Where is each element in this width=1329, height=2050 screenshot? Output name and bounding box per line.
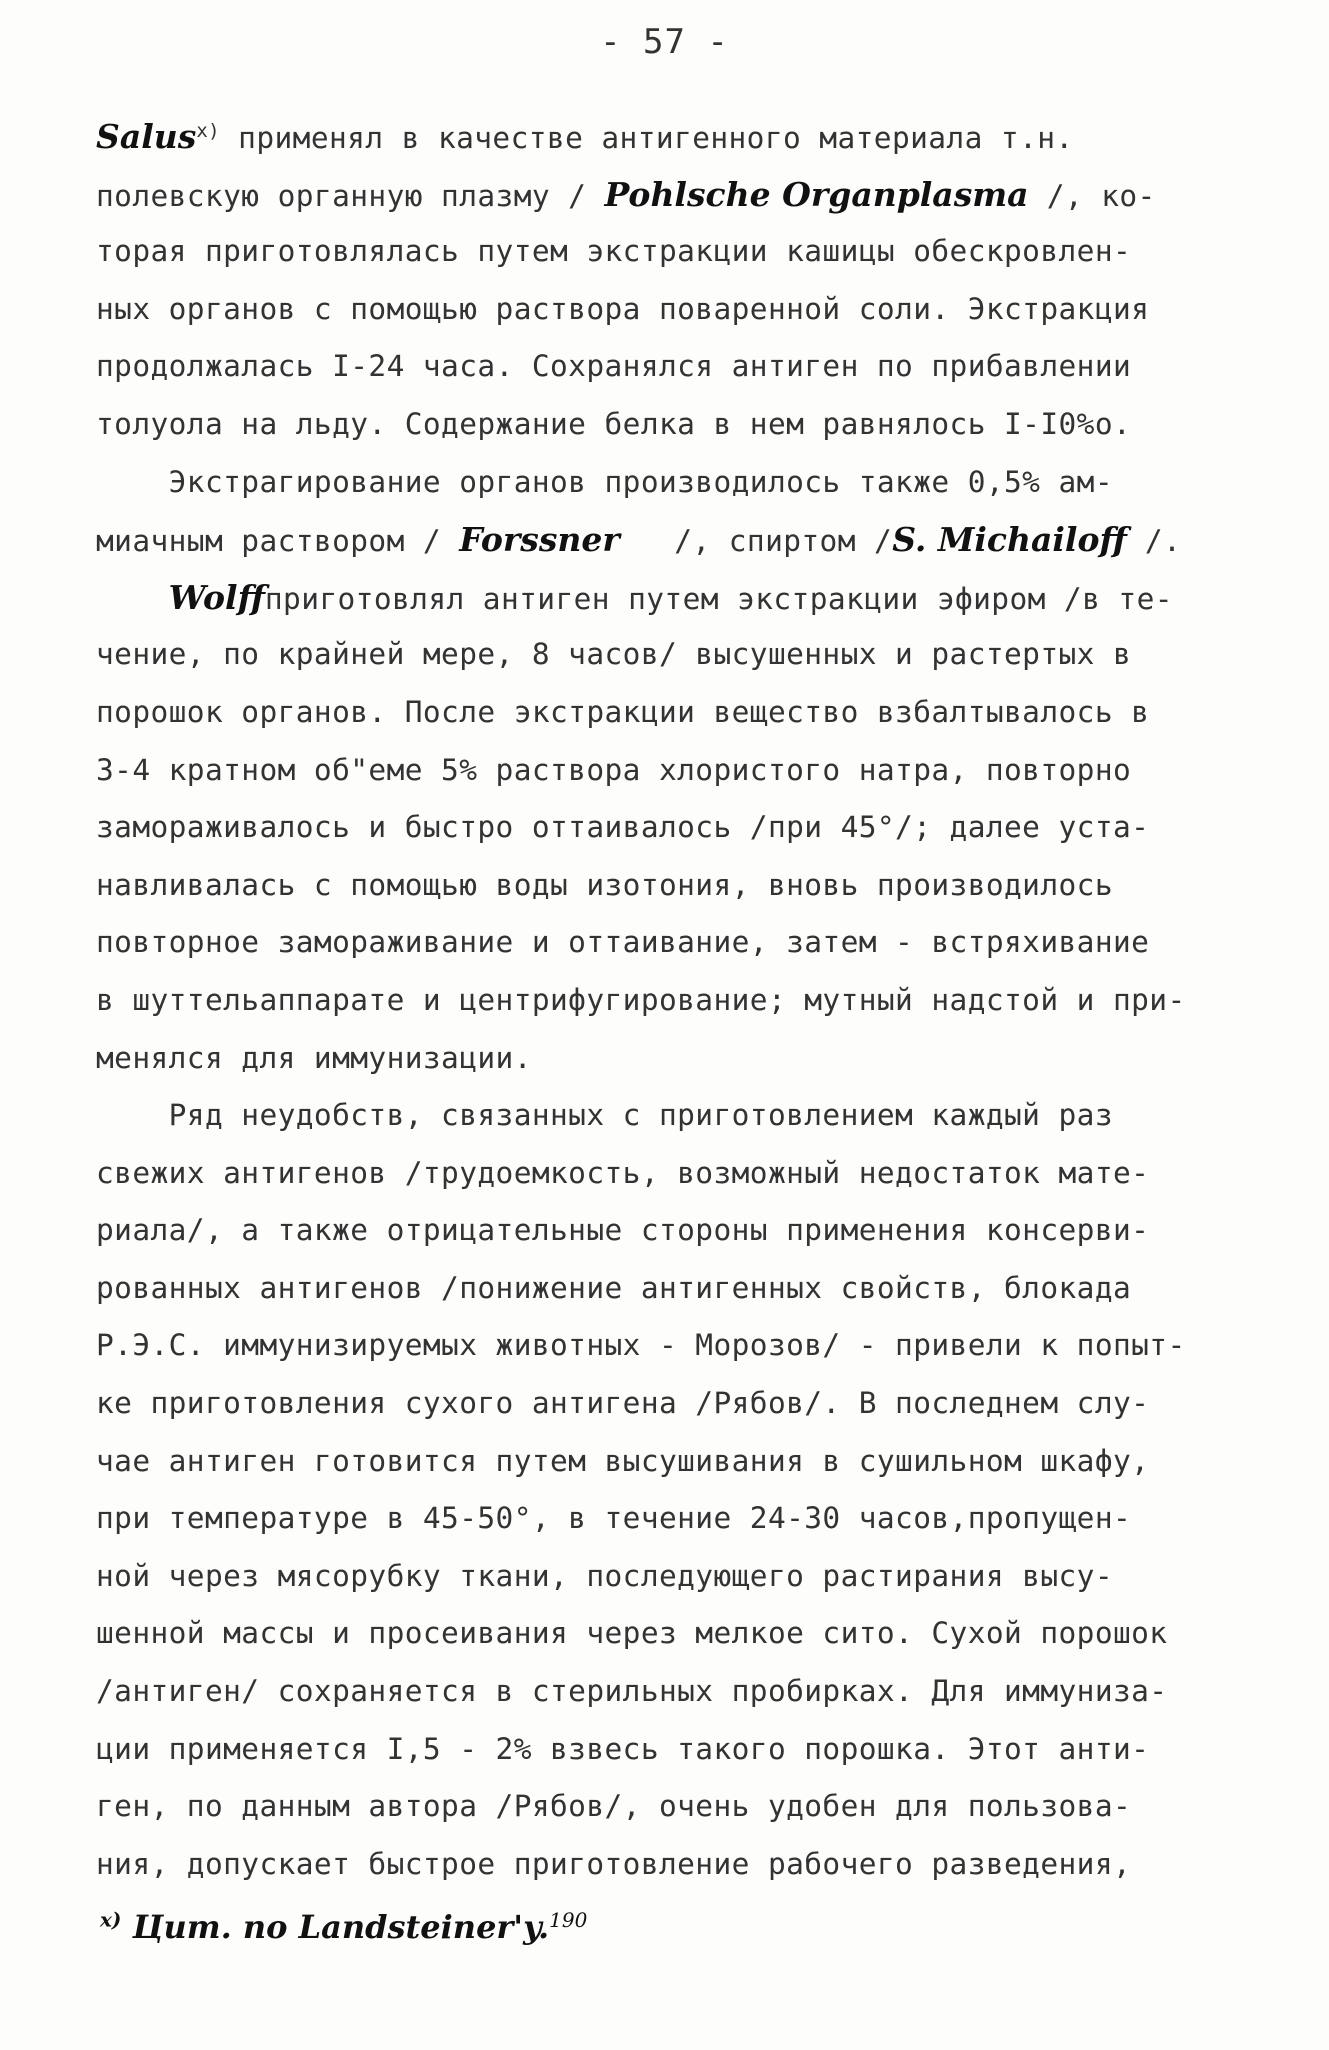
typed-text: повторное замораживание и оттаивание, затем - встряхивание: [96, 925, 1150, 960]
typed-text: /, спиртом /: [619, 524, 893, 559]
handwritten-name: Salus: [96, 117, 197, 156]
text-line: [96, 569, 1256, 627]
footnote-text: $^{x)}$ Цит. по Landsteiner'y.: [100, 1907, 550, 1946]
handwritten-name: S. Michailoff: [892, 520, 1127, 560]
text-line: [96, 1433, 1256, 1491]
text-line: [96, 511, 1256, 569]
typed-text: Экстрагирование органов производилось также 0,5% ам-: [96, 464, 1113, 499]
text-line: [96, 1778, 1256, 1836]
footnote: [100, 1908, 587, 1946]
text-line: [96, 1260, 1256, 1318]
typed-text: свежих антигенов /трудоемкость, возможный недостаток мате-: [96, 1155, 1150, 1190]
typed-text: /, ко-: [1028, 178, 1156, 213]
typed-text: ных органов с помощью раствора поваренной соли. Экстракция: [96, 291, 1150, 326]
text-line: [96, 1836, 1256, 1894]
text-line: [96, 857, 1256, 915]
body-text: [96, 108, 1256, 1893]
typed-text: при температуре в 45-50°, в течение 24-30 часов,пропущен-: [96, 1501, 1132, 1536]
text-line: [96, 1605, 1256, 1663]
typed-text: риала/, а также отрицательные стороны применения консерви-: [96, 1213, 1150, 1248]
text-line: [96, 742, 1256, 800]
text-line: [96, 396, 1256, 454]
text-line: [96, 454, 1256, 512]
text-line: [96, 223, 1256, 281]
typed-text: Ряд неудобств, связанных с приготовлением каждый раз: [96, 1098, 1113, 1133]
handwritten-name: Wolff: [168, 577, 265, 617]
typed-text: ген, по данным автора /Рябов/, очень удобен для пользова-: [96, 1789, 1132, 1824]
typed-text: ния, допускает быстрое приготовление рабочего разведения,: [96, 1846, 1132, 1881]
text-line: [96, 1490, 1256, 1548]
typed-text: толуола на льду. Содержание белка в нем равнялось I-I0%о.: [96, 406, 1132, 441]
text-line: [96, 1721, 1256, 1779]
text-line: [96, 166, 1256, 224]
typed-text: навливалась с помощью воды изотония, вновь производилось: [96, 867, 1113, 902]
text-line: [96, 1087, 1256, 1145]
text-line: [96, 1375, 1256, 1433]
footnote-mark: x): [100, 1907, 122, 1932]
typed-text: приготовлял антиген путем экстракции эфиром /в те-: [264, 581, 1173, 616]
text-line: [96, 799, 1256, 857]
handwritten-name: Pohlsche Organplasma: [604, 174, 1029, 214]
handwritten-name: Forssner: [459, 520, 620, 560]
typed-text: /.: [1126, 524, 1182, 559]
typed-text: торая приготовлялась путем экстракции кашицы обескровлен-: [96, 234, 1132, 269]
typed-text: полевскую органную плазму /: [96, 178, 605, 213]
typed-text: шенной массы и просеивания через мелкое сито. Сухой порошок: [96, 1616, 1168, 1651]
typed-text: миачным раствором /: [96, 524, 460, 559]
text-line: [96, 1030, 1256, 1088]
typed-text: рованных антигенов /понижение антигенных свойств, блокада: [96, 1270, 1132, 1305]
typed-text: менялся для иммунизации.: [96, 1040, 532, 1075]
typed-text: ке приготовления сухого антигена /Рябов/. В последнем слу-: [96, 1386, 1150, 1421]
footnote-reference: 190: [549, 1908, 588, 1932]
typed-text: замораживалось и быстро оттаивалось /при 45°/; далее уста-: [96, 810, 1150, 845]
text-line: [96, 338, 1256, 396]
typed-text: Р.Э.С. иммунизируемых животных - Морозов/ - привели к попыт-: [96, 1328, 1186, 1363]
typed-text: 3-4 кратном об"еме 5% раствора хлористого натра, повторно: [96, 752, 1132, 787]
typed-text: чае антиген готовится путем высушивания в сушильном шкафу,: [96, 1443, 1150, 1478]
typed-text: чение, по крайней мере, 8 часов/ высушенных и растертых в: [96, 637, 1132, 672]
text-line: [96, 972, 1256, 1030]
text-line: [96, 684, 1256, 742]
typed-text: [96, 582, 169, 616]
text-line: [96, 914, 1256, 972]
text-line: [96, 1145, 1256, 1203]
text-line: [96, 1548, 1256, 1606]
typed-text: ции применяется I,5 - 2% взвесь такого порошка. Этот анти-: [96, 1731, 1150, 1766]
typed-text: /антиген/ сохраняется в стерильных пробирках. Для иммуниза-: [96, 1674, 1168, 1709]
typed-text: продолжалась I-24 часа. Сохранялся антиген по прибавлении: [96, 349, 1132, 384]
page-number: - 57 -: [600, 22, 729, 62]
text-line: [96, 108, 1256, 166]
text-line: [96, 1317, 1256, 1375]
text-line: [96, 626, 1256, 684]
text-line: [96, 1663, 1256, 1721]
typed-text: применял в качестве антигенного материала т.н.: [220, 121, 1074, 155]
typed-text: в шуттельаппарате и центрифугирование; мутный надстой и при-: [96, 982, 1186, 1017]
text-line: [96, 1202, 1256, 1260]
footnote-marker: x): [196, 120, 221, 143]
typed-text: ной через мясорубку ткани, последующего растирания высу-: [96, 1558, 1113, 1593]
text-line: [96, 281, 1256, 339]
typed-text: порошок органов. После экстракции вещество взбалтывалось в: [96, 694, 1150, 729]
